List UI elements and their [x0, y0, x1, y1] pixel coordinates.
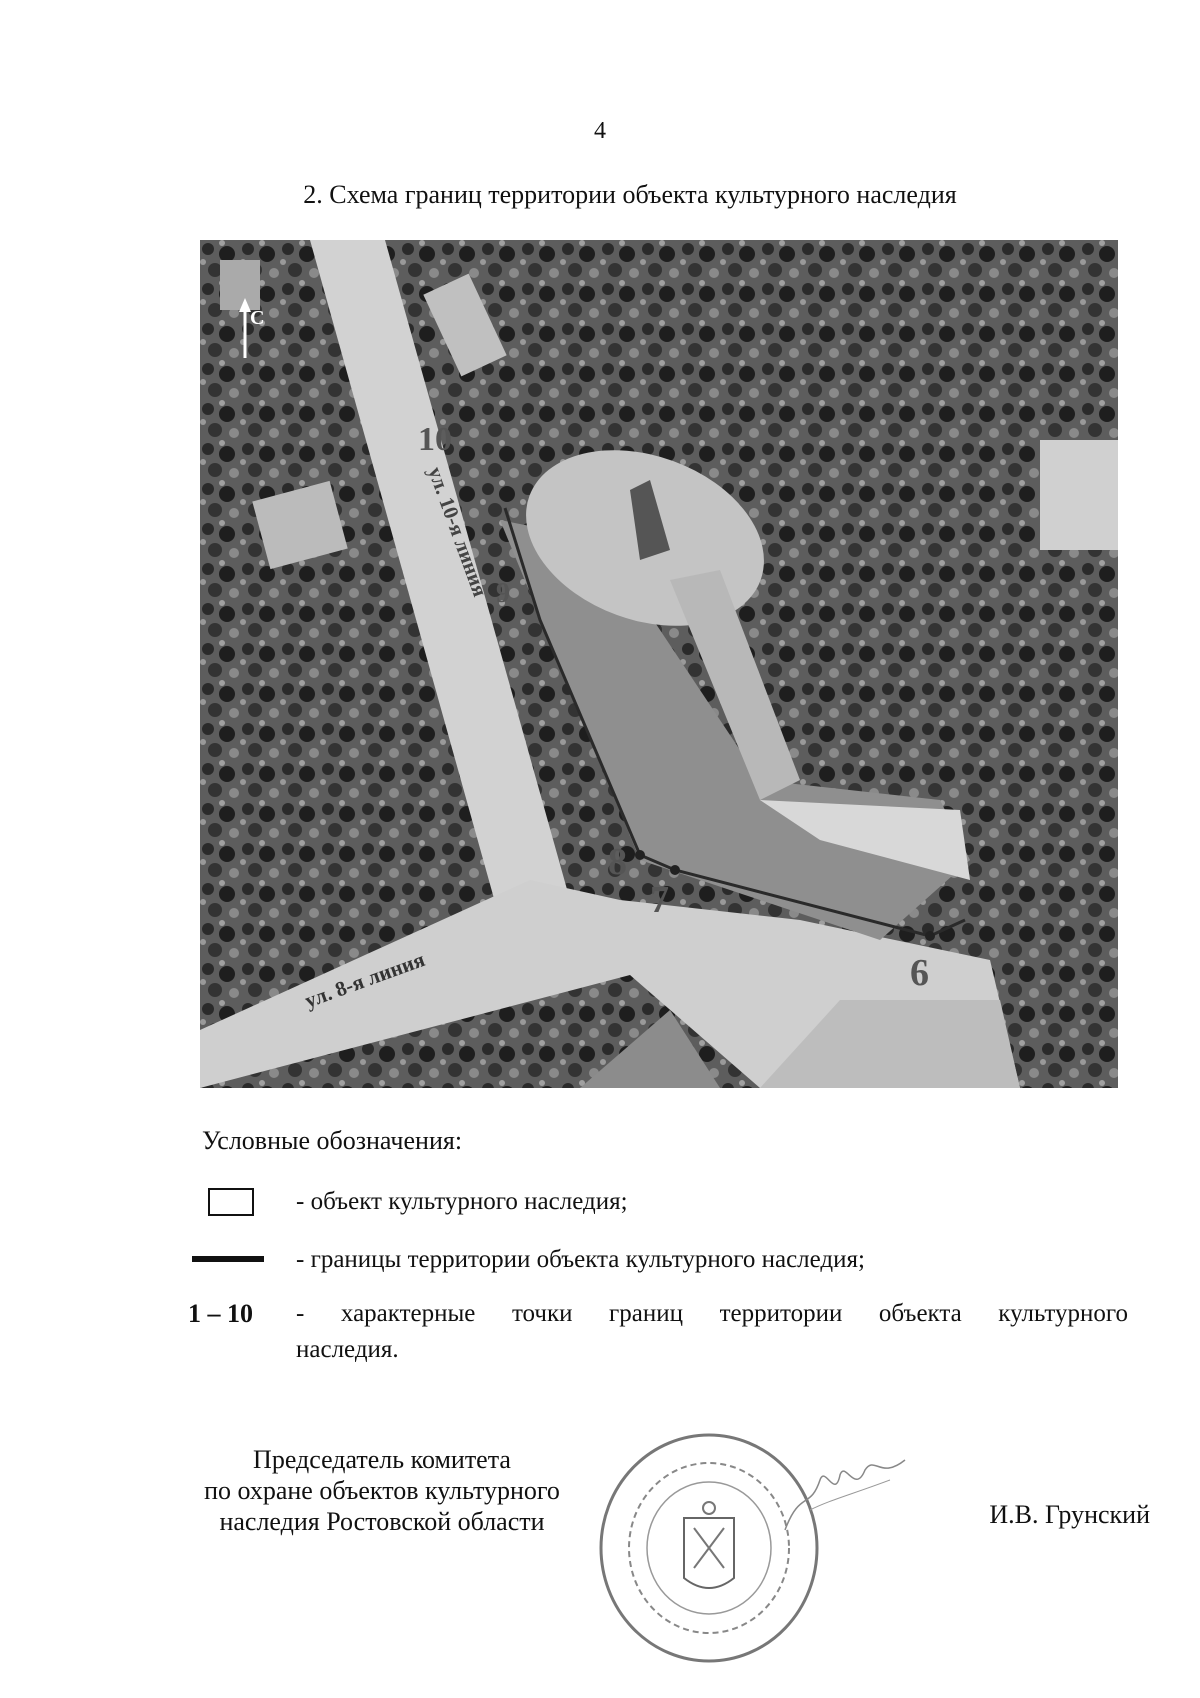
position-line: Председатель комитета [253, 1445, 511, 1474]
boundary-line-icon [192, 1256, 264, 1262]
signer-position [172, 1444, 592, 1537]
box-icon [208, 1188, 254, 1216]
point-label-10: 10 [418, 421, 452, 458]
street-label-10th: ул. 10-я линия [423, 463, 493, 600]
point-label-9: 9 [496, 578, 510, 609]
aerial-map [200, 240, 1118, 1088]
position-line: наследия Ростовской области [219, 1507, 545, 1536]
legend-title: Условные обозначения: [202, 1126, 463, 1155]
boundary-point-8 [635, 850, 645, 860]
boundary-point-7 [670, 865, 680, 875]
legend-item-points [188, 1296, 1128, 1376]
boundary-point-6 [925, 931, 935, 941]
position-line: по охране объектов культурного [204, 1476, 560, 1505]
street-label-8th: ул. 8-я линия [301, 947, 428, 1013]
signer-name: И.В. Грунский [989, 1500, 1150, 1529]
points-range-label: 1 – 10 [188, 1299, 253, 1328]
point-label-8: 8 [608, 841, 627, 883]
north-label: С [250, 307, 265, 329]
legend-text: - объект культурного наследия; [296, 1188, 628, 1215]
point-label-7: 7 [650, 879, 669, 921]
legend-text: - границы территории объекта культурного наследия; [296, 1246, 865, 1273]
legend-text-line2: наследия. [296, 1336, 399, 1363]
scheme-title: 2. Схема границ территории объекта культурного наследия [303, 180, 957, 209]
point-label-6: 6 [910, 952, 929, 994]
legend-text-line1: - характерные точки границ территории объекта культурного [296, 1300, 1128, 1327]
page-number: 4 [594, 118, 606, 144]
handwritten-signature-icon [780, 1450, 910, 1540]
